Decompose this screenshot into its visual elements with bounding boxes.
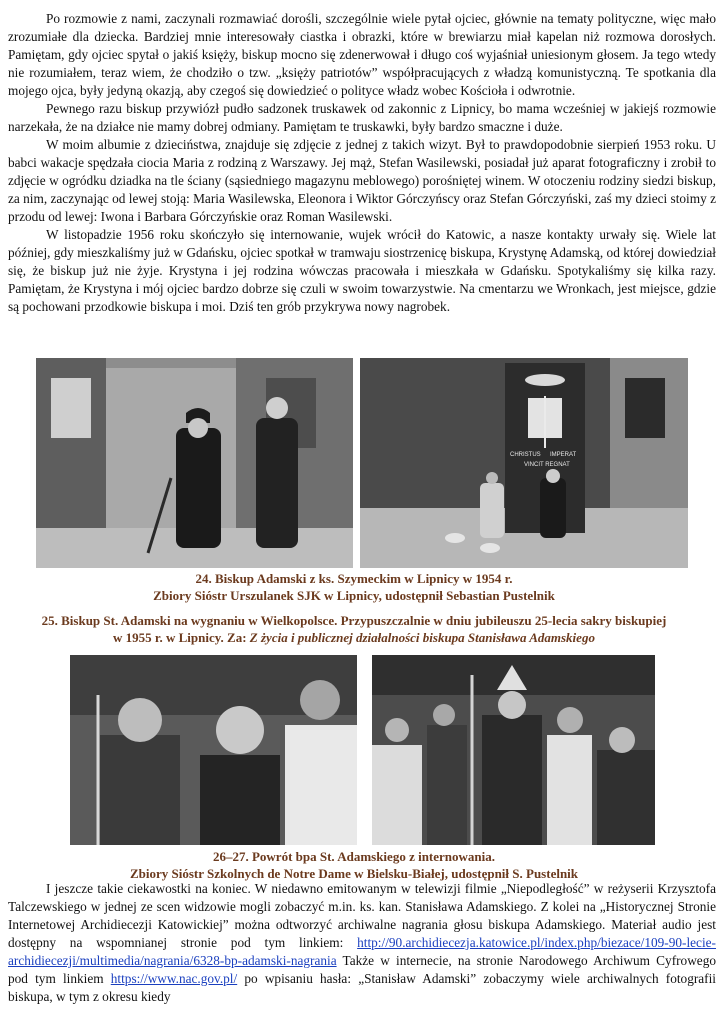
caption-26-27-title: 26–27. Powrót bpa St. Adamskiego z internowania. bbox=[212, 849, 496, 864]
archdiocese-recordings-link[interactable]: http://90.archidiecezja.katowice.pl/index.php/biezace/109-90-lecie-archidiecezji/multimedia/nagrania/6328-bp-adamski-nagrania bbox=[8, 935, 716, 968]
caption-26-27 bbox=[0, 848, 708, 882]
caption-24-title: 24. Biskup Adamski z ks. Szymeckim w Lipnicy w 1954 r. bbox=[195, 571, 513, 586]
article-body bbox=[8, 10, 716, 316]
caption-25-source-book: Z życia i publicznej działalności biskupa Stanisława Adamskiego bbox=[249, 630, 595, 645]
paragraph-1: Po rozmowie z nami, zaczynali rozmawiać dorośli, szczególnie wiele pytał ojciec, głównie na tematy polityczne, więc mało zrozumiałe dla dziecka. Bardziej mnie interesowały ciastka i obrazki, które w brewiarzu miał kapelan niż rozmowa dorosłych. Pamiętam, gdy ojciec spytał o jakiś księży, biskup mocno się zdenerwował i długo coś wyjaśniał uniesionym głosem. Ja tego wtedy nie rozumiałem, teraz wiem, że chodziło o tzw. „księży patriotów” współpracujących z władzą komunistyczną. Te spotkania dla mojego ojca, były jedyną okazją, aby czegoś się dowiedzieć o polityce władz wobec Kościoła i odwrotnie. bbox=[8, 11, 716, 98]
nac-archive-link[interactable]: https://www.nac.gov.pl/ bbox=[110, 971, 238, 986]
closing-text-2: Także w internecie, na stronie Narodowego Archiwum Cyfrowego pod tym linkiem bbox=[8, 953, 716, 986]
banner-text-bottom: VINCIT REGNAT bbox=[524, 462, 570, 468]
caption-26-27-credit: Zbiory Sióstr Szkolnych de Notre Dame w Bielsku-Białej, udostępnił S. Pustelnik bbox=[129, 866, 579, 881]
photo-24-bishop-with-priest bbox=[36, 358, 353, 568]
closing-text-1: I jeszcze takie ciekawostki na koniec. W niedawno emitowanym w telewizji filmie „Niepodległość” w reżyserii Krzysztofa Talczewskiego w jednej ze scen widzowie mogli zobaczyć m.in. ks. kan. Stanisława Adamskiego. Z kolei na „Historycznej Stronie Internetowej Archidiecezji Katowickiej” można odtworzyć archiwalne nagrania głosu biskupa Adamskiego. Materiał audio jest dostępny na wspomnianej stronie pod tym linkiem: bbox=[8, 881, 716, 950]
photo-25-jubilee-banner bbox=[360, 358, 688, 568]
banner-text-right: IMPERAT bbox=[550, 452, 577, 458]
caption-24 bbox=[0, 570, 708, 604]
caption-25 bbox=[0, 612, 708, 646]
closing-text-3: po wpisaniu hasła: „Stanisław Adamski” zobaczymy wiele archiwalnych fotografii biskupa, w tym z okresu kiedy bbox=[8, 971, 716, 1004]
closing-paragraph-block bbox=[8, 880, 716, 1006]
banner-text-left: CHRISTUS bbox=[510, 452, 541, 458]
caption-25-source-prefix: w 1955 r. w Lipnicy. Za: bbox=[113, 630, 247, 645]
caption-25-title: 25. Biskup St. Adamski na wygnaniu w Wielkopolsce. Przypuszczalnie w dniu jubileuszu 25-lecia sakry biskupiej bbox=[41, 613, 667, 628]
paragraph-3: W moim albumie z dzieciństwa, znajduje się zdjęcie z jednej z takich wizyt. Był to prawdopodobnie sierpień 1953 roku. U babci wakacje spędzała ciocia Maria z rodziną z Warszawy. Jej mąż, Stefan Wasilewski, posiadał już aparat fotograficzny i zrobił to zdjęcie w ogródku dziadka na tle ściany (sąsiedniego magazynu meblowego) porośniętej winem. W otoczeniu rodziny siedzi biskup, za nim, zaczynając od lewej stoją: Maria Wasilewska, Eleonora i Wiktor Górczyńscy oraz Stefan Górczyński, zaś my dzieci stoimy z przodu od lewej: Iwona i Barbara Górczyńskie oraz Roman Wasilewski. bbox=[8, 137, 716, 224]
photo-27-bishop-procession bbox=[372, 655, 655, 845]
caption-24-credit: Zbiory Sióstr Urszulanek SJK w Lipnicy, udostępnił Sebastian Pustelnik bbox=[153, 588, 555, 603]
paragraph-2: Pewnego razu biskup przywiózł pudło sadzonek truskawek od zakonnic z Lipnicy, bo mama wcześniej w jakiejś rozmowie narzekała, że na działce nie mamy dobrej odmiany. Pamiętam te truskawki, były bardzo smaczne i duże. bbox=[8, 101, 716, 134]
closing-paragraph bbox=[8, 880, 716, 1006]
photo-26-return-from-internment bbox=[70, 655, 357, 845]
caption-25-source bbox=[0, 629, 708, 646]
paragraph-4: W listopadzie 1956 roku skończyło się internowanie, wujek wrócił do Katowic, a nasze kontakty urwały się. Wiele lat później, gdy mieszkaliśmy już w Gdańsku, ojciec spotkał w tramwaju siostrzenicę biskupa, Krystynę Adamską, od której dowiedział się, że biskup już nie żyje. Krystyna i jej rodzina wówczas pracowała i mieszkała w Gdańsku. Spotykaliśmy się kilka razy. Pamiętam, że Krystyna i mój ojciec bardzo dobrze się czuli w swoim towarzystwie. Na cmentarzu we Wronkach, jest miejsce, gdzie są pochowani przodkowie biskupa i moi. Dziś ten grób przykrywa nowy nagrobek. bbox=[8, 227, 716, 314]
